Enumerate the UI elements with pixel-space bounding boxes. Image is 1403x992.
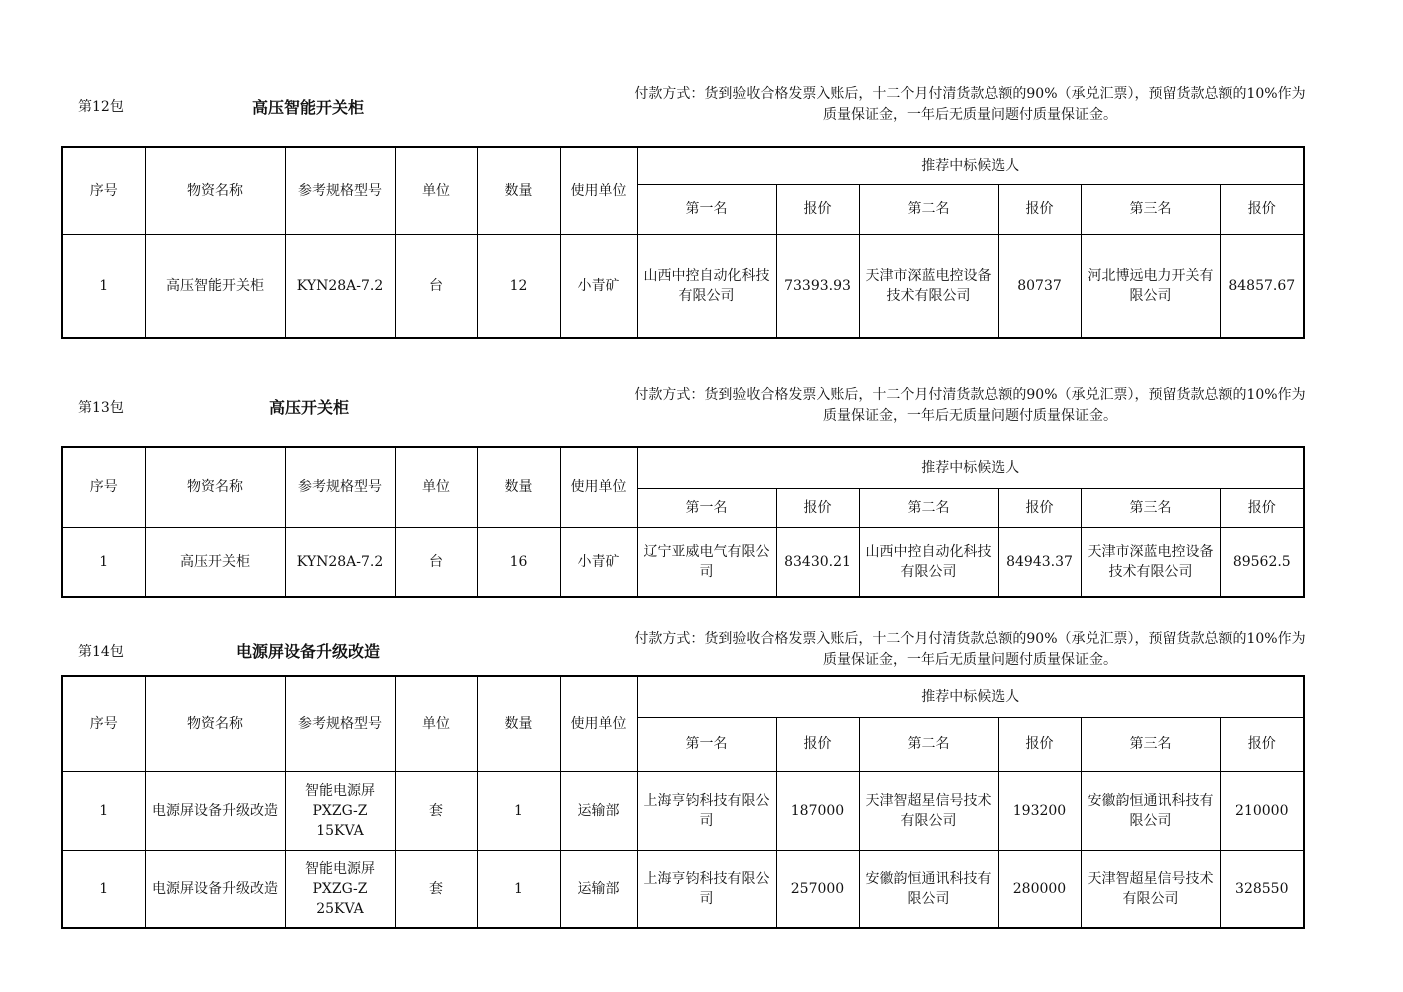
- cell-company-3: 安徽韵恒通讯科技有限公司: [1081, 771, 1220, 850]
- header-third: 第三名: [1081, 184, 1220, 234]
- cell-spec: 智能电源屏PXZG-Z 15KVA: [285, 771, 395, 850]
- bid-table: [61, 446, 1305, 598]
- package-label: 第13包: [78, 400, 124, 416]
- cell-company-3: 天津智超星信号技术有限公司: [1081, 850, 1220, 928]
- cell-price-1: 257000: [776, 850, 859, 928]
- header-qty: 数量: [477, 147, 560, 234]
- header-price: 报价: [776, 488, 859, 527]
- header-seq: 序号: [62, 676, 145, 771]
- cell-seq: 1: [62, 850, 145, 928]
- header-second: 第二名: [859, 184, 998, 234]
- payment-terms: 付款方式：货到验收合格发票入账后，十二个月付清货款总额的90%（承兑汇票），预留货款总额的10%作为质量保证金，一年后无质量问题付质量保证金。: [634, 631, 1306, 668]
- cell-seq: 1: [62, 527, 145, 597]
- table-row: [62, 850, 1304, 928]
- package-title: 高压智能开关柜: [252, 98, 365, 117]
- cell-price-2: 84943.37: [998, 527, 1081, 597]
- package-label: 第12包: [78, 99, 124, 115]
- header-price: 报价: [998, 488, 1081, 527]
- cell-price-1: 83430.21: [776, 527, 859, 597]
- cell-unit: 套: [395, 771, 477, 850]
- header-spec: 参考规格型号: [285, 447, 395, 527]
- payment-terms: 付款方式：货到验收合格发票入账后，十二个月付清货款总额的90%（承兑汇票），预留货款总额的10%作为质量保证金，一年后无质量问题付质量保证金。: [634, 86, 1306, 123]
- cell-unit: 台: [395, 527, 477, 597]
- cell-seq: 1: [62, 234, 145, 338]
- cell-price-3: 210000: [1220, 771, 1304, 850]
- cell-name: 电源屏设备升级改造: [145, 771, 285, 850]
- header-price: 报价: [1220, 717, 1304, 771]
- bid-table: [61, 146, 1305, 339]
- header-recommend: 推荐中标候选人: [637, 447, 1304, 488]
- package-title: 高压开关柜: [269, 398, 350, 417]
- header-recommend: 推荐中标候选人: [637, 147, 1304, 184]
- bid-table: [61, 675, 1305, 929]
- cell-spec: KYN28A-7.2: [285, 234, 395, 338]
- header-price: 报价: [1220, 488, 1304, 527]
- cell-price-2: 193200: [998, 771, 1081, 850]
- cell-price-2: 80737: [998, 234, 1081, 338]
- cell-qty: 12: [477, 234, 560, 338]
- cell-name: 电源屏设备升级改造: [145, 850, 285, 928]
- header-second: 第二名: [859, 488, 998, 527]
- header-seq: 序号: [62, 447, 145, 527]
- header-price: 报价: [998, 717, 1081, 771]
- header-first: 第一名: [637, 717, 776, 771]
- cell-unit: 套: [395, 850, 477, 928]
- cell-name: 高压开关柜: [145, 527, 285, 597]
- header-user: 使用单位: [560, 676, 637, 771]
- cell-company-2: 安徽韵恒通讯科技有限公司: [859, 850, 998, 928]
- header-unit: 单位: [395, 676, 477, 771]
- table-row: [62, 771, 1304, 850]
- header-user: 使用单位: [560, 447, 637, 527]
- cell-company-1: 山西中控自动化科技有限公司: [637, 234, 776, 338]
- cell-price-2: 280000: [998, 850, 1081, 928]
- package-title: 电源屏设备升级改造: [236, 642, 381, 661]
- cell-company-1: 上海亨钧科技有限公司: [637, 850, 776, 928]
- header-price: 报价: [1220, 184, 1304, 234]
- header-unit: 单位: [395, 147, 477, 234]
- table-row: [62, 527, 1304, 597]
- cell-user: 小青矿: [560, 527, 637, 597]
- cell-user: 小青矿: [560, 234, 637, 338]
- header-name: 物资名称: [145, 447, 285, 527]
- header-spec: 参考规格型号: [285, 676, 395, 771]
- header-third: 第三名: [1081, 488, 1220, 527]
- header-price: 报价: [998, 184, 1081, 234]
- cell-user: 运输部: [560, 850, 637, 928]
- header-seq: 序号: [62, 147, 145, 234]
- header-unit: 单位: [395, 447, 477, 527]
- header-name: 物资名称: [145, 676, 285, 771]
- cell-company-2: 山西中控自动化科技有限公司: [859, 527, 998, 597]
- cell-price-3: 89562.5: [1220, 527, 1304, 597]
- package-label: 第14包: [78, 644, 124, 660]
- cell-price-3: 328550: [1220, 850, 1304, 928]
- payment-terms: 付款方式：货到验收合格发票入账后，十二个月付清货款总额的90%（承兑汇票），预留货款总额的10%作为质量保证金，一年后无质量问题付质量保证金。: [634, 387, 1306, 424]
- header-third: 第三名: [1081, 717, 1220, 771]
- cell-seq: 1: [62, 771, 145, 850]
- cell-price-1: 73393.93: [776, 234, 859, 338]
- cell-company-2: 天津智超星信号技术有限公司: [859, 771, 998, 850]
- cell-company-3: 河北博远电力开关有限公司: [1081, 234, 1220, 338]
- header-name: 物资名称: [145, 147, 285, 234]
- cell-company-3: 天津市深蓝电控设备技术有限公司: [1081, 527, 1220, 597]
- cell-spec: 智能电源屏PXZG-Z 25KVA: [285, 850, 395, 928]
- table-row: [62, 234, 1304, 338]
- cell-company-1: 上海亨钧科技有限公司: [637, 771, 776, 850]
- header-spec: 参考规格型号: [285, 147, 395, 234]
- cell-price-1: 187000: [776, 771, 859, 850]
- cell-name: 高压智能开关柜: [145, 234, 285, 338]
- cell-unit: 台: [395, 234, 477, 338]
- header-price: 报价: [776, 184, 859, 234]
- cell-company-2: 天津市深蓝电控设备技术有限公司: [859, 234, 998, 338]
- header-recommend: 推荐中标候选人: [637, 676, 1304, 717]
- cell-qty: 16: [477, 527, 560, 597]
- header-first: 第一名: [637, 488, 776, 527]
- header-price: 报价: [776, 717, 859, 771]
- cell-qty: 1: [477, 771, 560, 850]
- header-second: 第二名: [859, 717, 998, 771]
- header-qty: 数量: [477, 676, 560, 771]
- cell-user: 运输部: [560, 771, 637, 850]
- cell-spec: KYN28A-7.2: [285, 527, 395, 597]
- header-first: 第一名: [637, 184, 776, 234]
- cell-company-1: 辽宁亚威电气有限公司: [637, 527, 776, 597]
- cell-price-3: 84857.67: [1220, 234, 1304, 338]
- header-qty: 数量: [477, 447, 560, 527]
- cell-qty: 1: [477, 850, 560, 928]
- header-user: 使用单位: [560, 147, 637, 234]
